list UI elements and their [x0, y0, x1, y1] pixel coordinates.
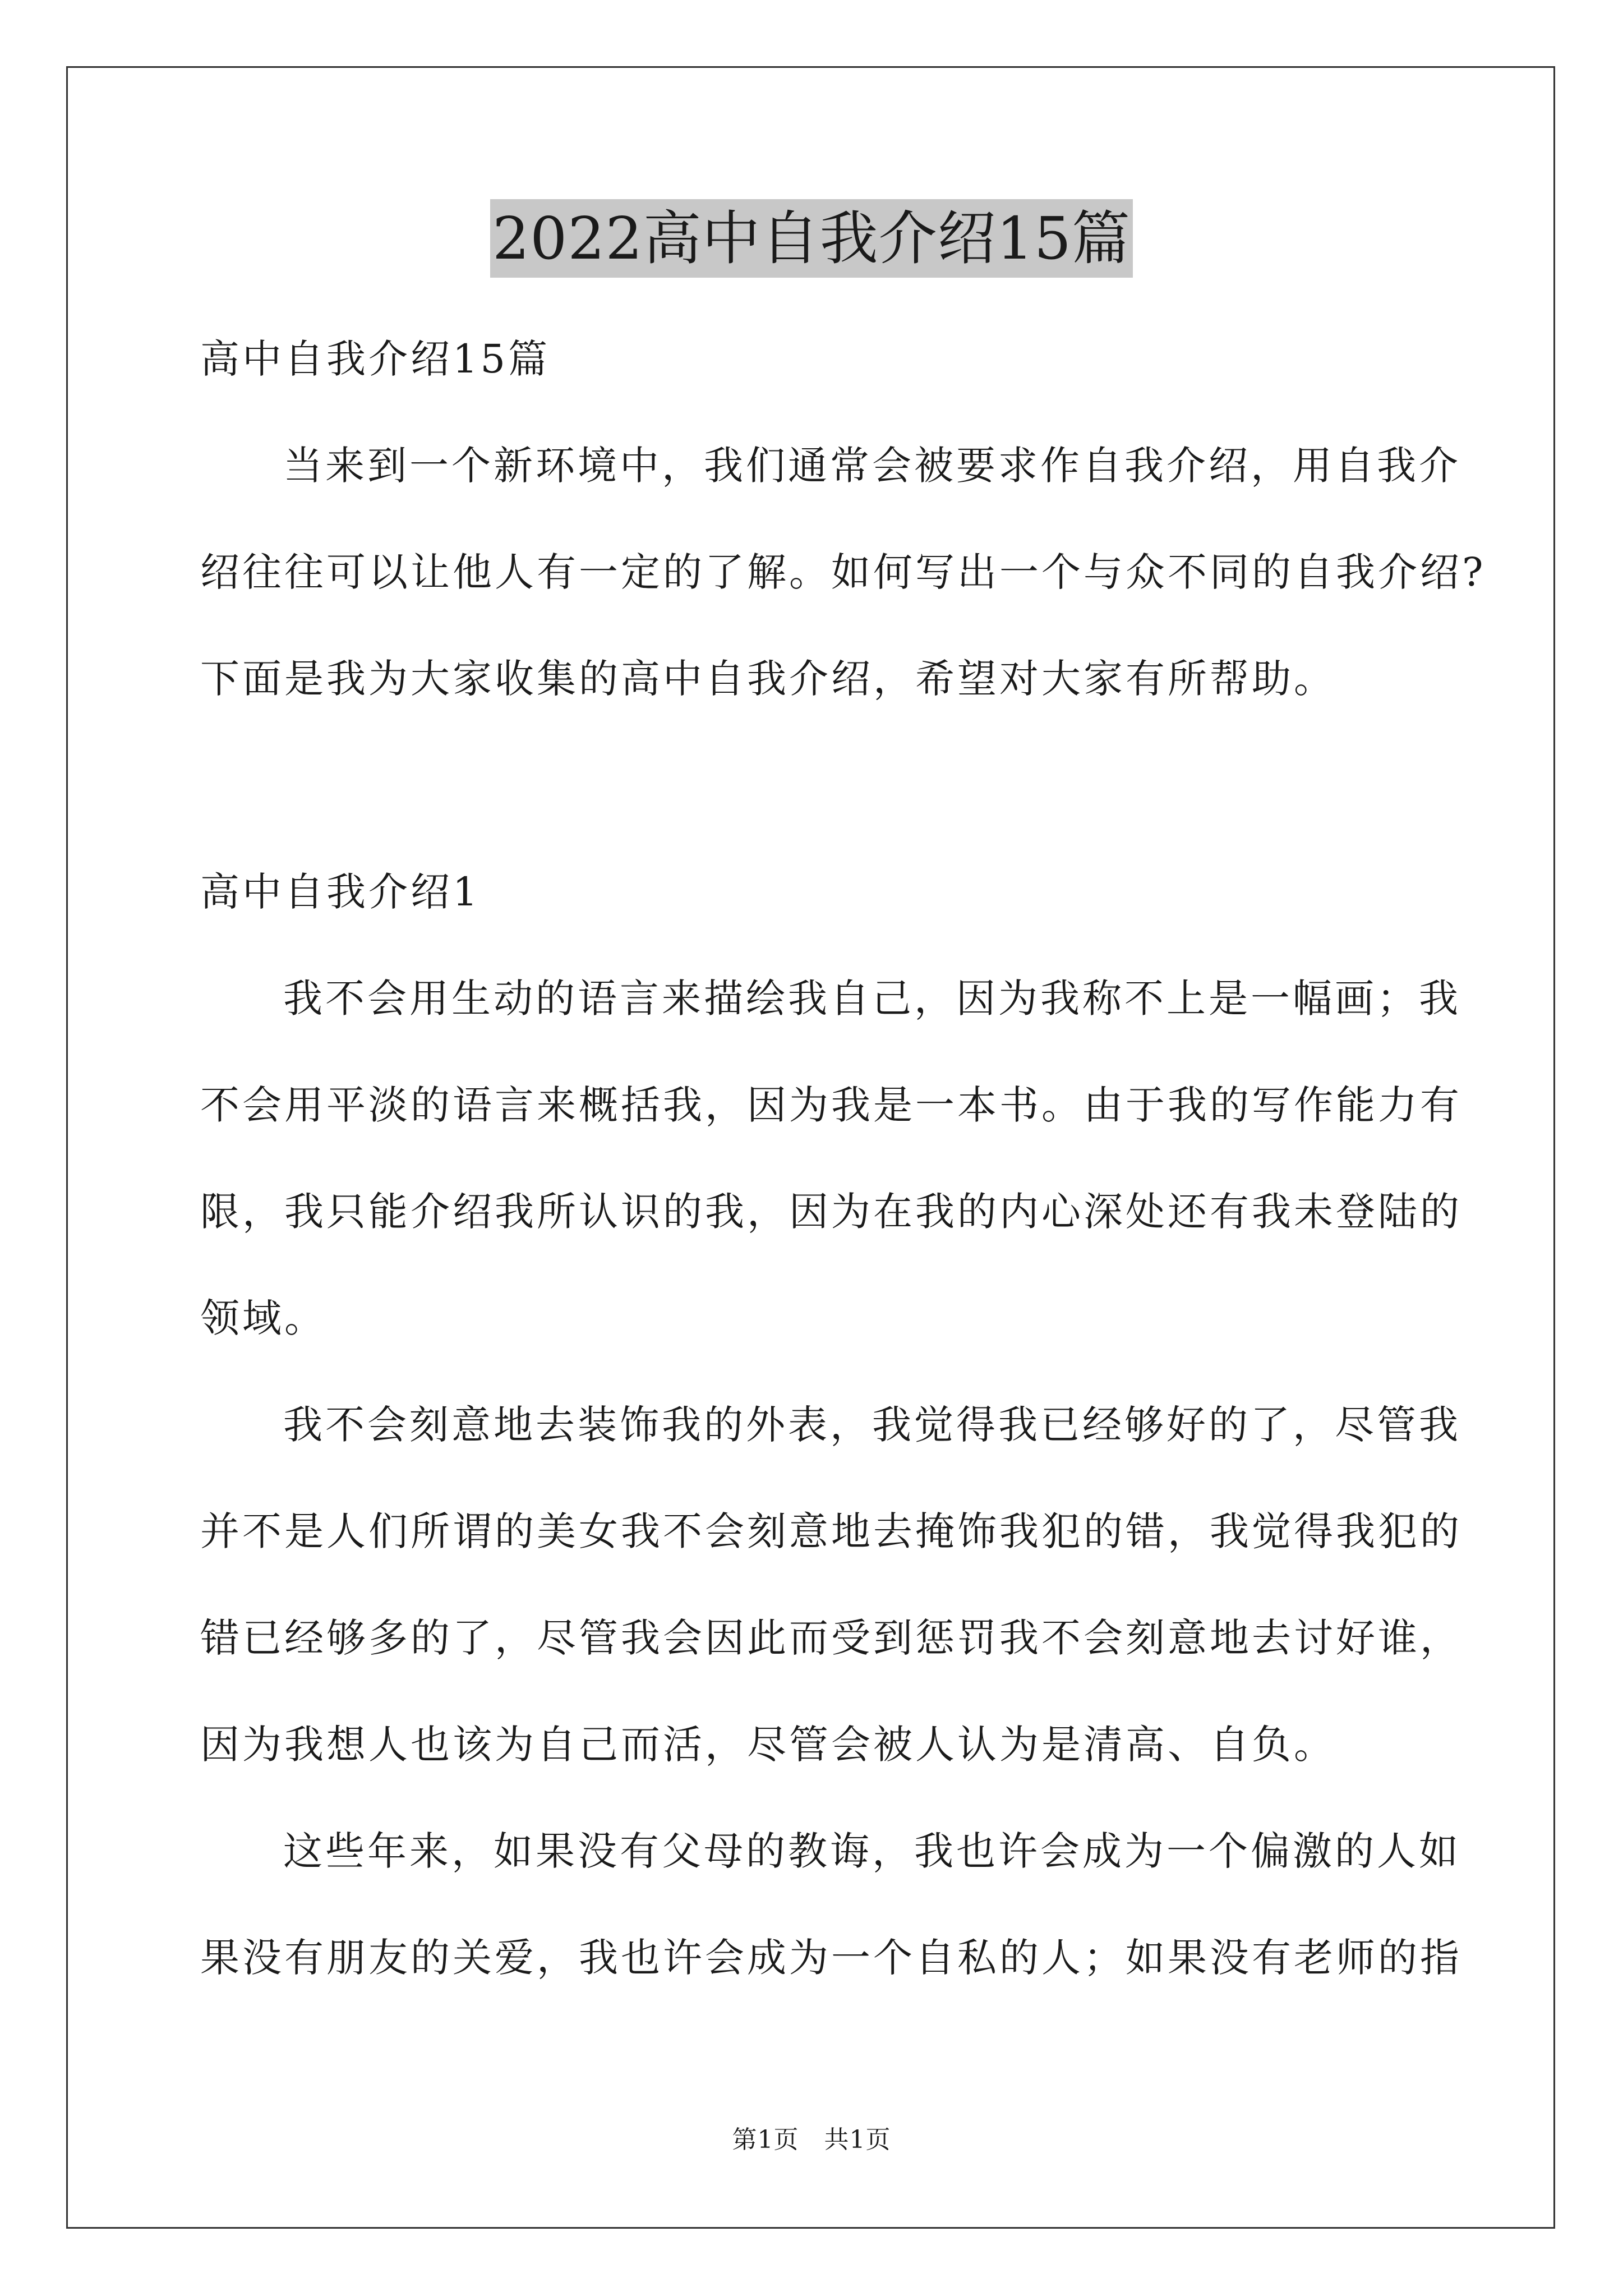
document-body — [200, 306, 1486, 2011]
subtitle: 高中自我介绍15篇 — [200, 336, 551, 382]
paragraph-line: 不会用平淡的语言来概括我，因为我是一本书。由于我的写作能力有 — [200, 1082, 1462, 1128]
paragraph-line: 果没有朋友的关爱，我也许会成为一个自私的人；如果没有老师的指 — [200, 1935, 1462, 1981]
paragraph-line: 我不会刻意地去装饰我的外表，我觉得我已经够好的了，尽管我 — [283, 1402, 1461, 1448]
paragraph-line: 这些年来，如果没有父母的教诲，我也许会成为一个偏激的人如 — [283, 1828, 1461, 1874]
paragraph-line: 并不是人们所谓的美女我不会刻意地去掩饰我犯的错，我觉得我犯的 — [200, 1508, 1462, 1554]
document-title: 2022高中自我介绍15篇 — [490, 199, 1133, 278]
intro-line: 绍往往可以让他人有一定的了解。如何写出一个与众不同的自我介绍? — [200, 549, 1486, 595]
intro-line: 下面是我为大家收集的高中自我介绍，希望对大家有所帮助。 — [200, 656, 1336, 702]
page-total: 共1页 — [824, 2125, 891, 2154]
paragraph-line: 领域。 — [200, 1295, 326, 1341]
section-heading: 高中自我介绍1 — [200, 869, 481, 915]
intro-line: 当来到一个新环境中，我们通常会被要求作自我介绍，用自我介 — [283, 443, 1461, 489]
blank-line — [200, 732, 1442, 839]
page-footer — [0, 2123, 1623, 2157]
paragraph-line: 我不会用生动的语言来描绘我自己，因为我称不上是一幅画；我 — [283, 976, 1461, 1022]
paragraph-line: 错已经够多的了，尽管我会因此而受到惩罚我不会刻意地去讨好谁， — [200, 1615, 1462, 1661]
page-number: 第1页 — [732, 2125, 799, 2154]
paragraph-line: 因为我想人也该为自己而活，尽管会被人认为是清高、自负。 — [200, 1722, 1336, 1768]
title-container — [0, 199, 1623, 278]
paragraph-line: 限，我只能介绍我所认识的我，因为在我的内心深处还有我未登陆的 — [200, 1189, 1462, 1235]
